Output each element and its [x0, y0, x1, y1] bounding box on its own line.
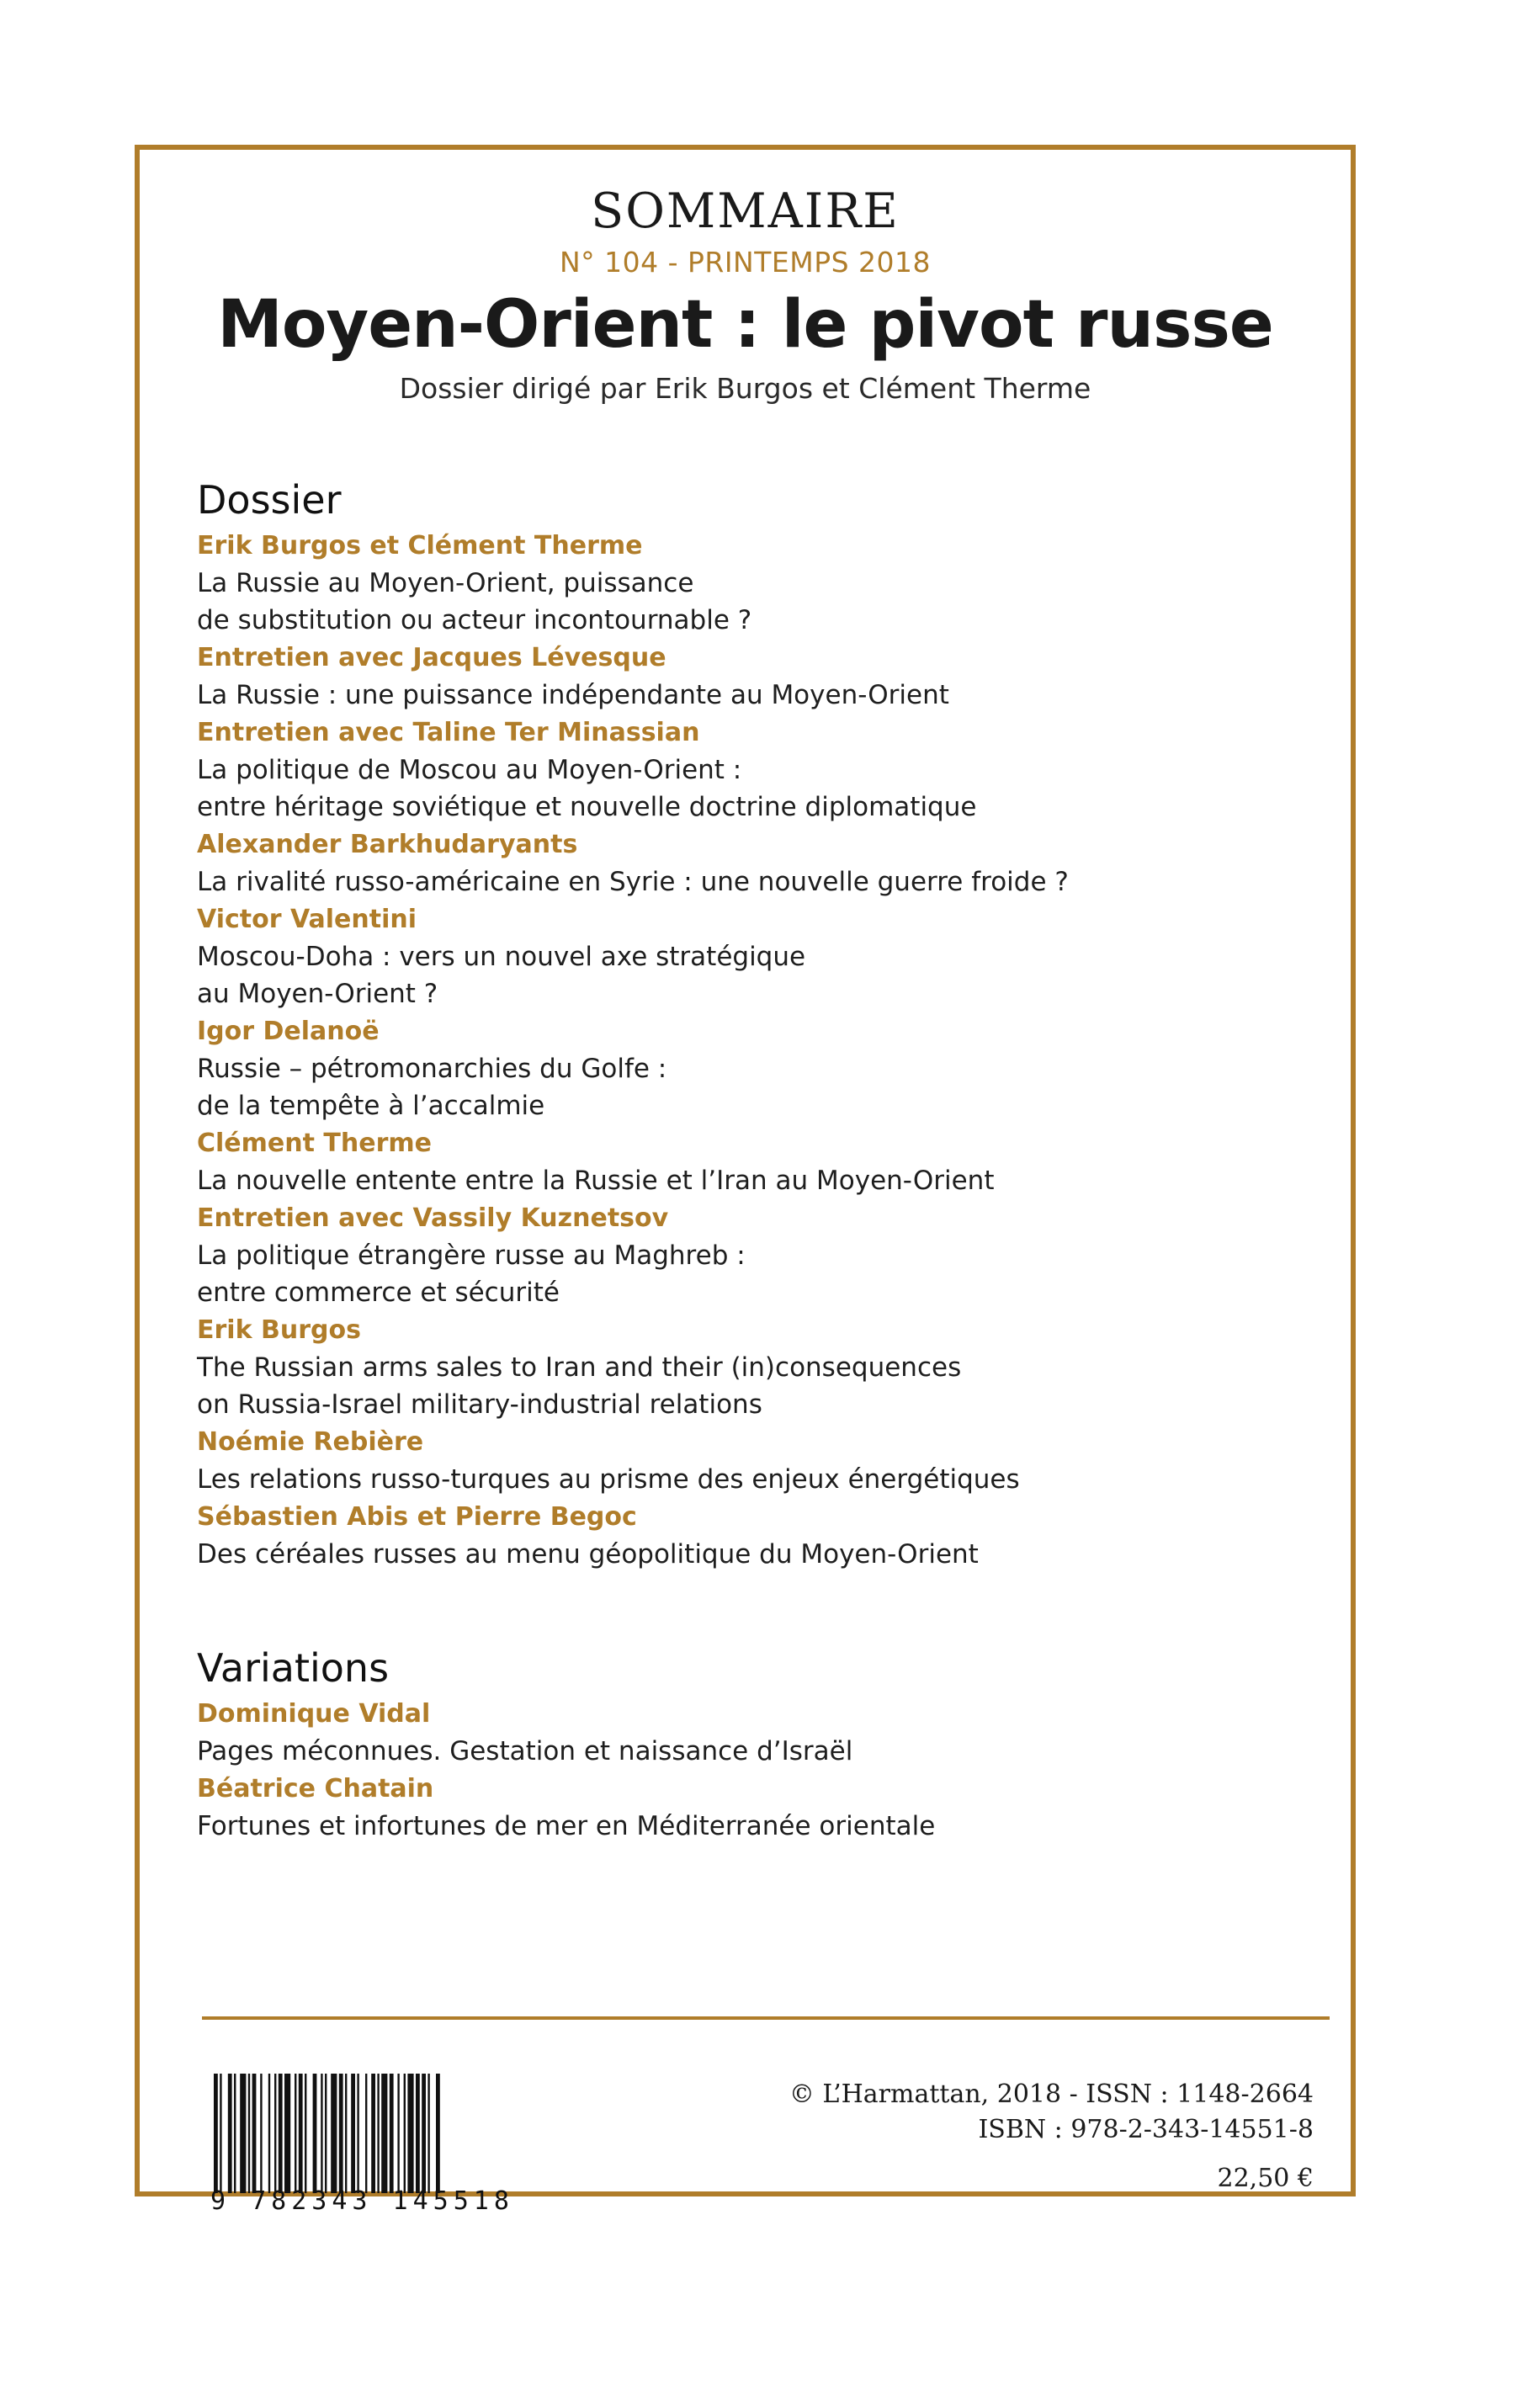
barcode-number: 9 782343 145518 — [210, 2186, 514, 2216]
toc-author: Dominique Vidal — [197, 1699, 431, 1729]
toc-entry — [197, 1695, 1308, 1770]
toc-entry — [197, 826, 1308, 900]
toc-entry — [197, 900, 1308, 1012]
isbn-line: ISBN : 978-2-343-14551-8 — [978, 2115, 1314, 2144]
dossier-heading: Dossier — [197, 477, 342, 523]
variations-heading: Variations — [197, 1645, 390, 1691]
toc-entry — [197, 1199, 1308, 1311]
footer-divider — [202, 2016, 1330, 2020]
toc-entry — [197, 1498, 1308, 1573]
toc-author: Sébastien Abis et Pierre Begoc — [197, 1502, 637, 1532]
toc-title: La rivalité russo-américaine en Syrie : une nouvelle guerre froide ? — [197, 867, 1069, 897]
toc-title: Des céréales russes au menu géopolitique du Moyen-Orient — [197, 1539, 979, 1570]
toc-author: Béatrice Chatain — [197, 1774, 434, 1803]
issue-label: N° 104 - PRINTEMPS 2018 — [559, 246, 932, 279]
toc-entry — [197, 1770, 1308, 1845]
toc-title: La politique de Moscou au Moyen-Orient : entre héritage soviétique et nouvelle doctrine diplomatique — [197, 755, 977, 822]
toc-title: La nouvelle entente entre la Russie et l’Iran au Moyen-Orient — [197, 1166, 995, 1196]
toc-title: Fortunes et infortunes de mer en Méditerranée orientale — [197, 1811, 936, 1841]
toc-author: Entretien avec Jacques Lévesque — [197, 643, 666, 672]
toc-author: Victor Valentini — [197, 905, 417, 934]
cover-frame — [135, 145, 1356, 2216]
toc-title: Pages méconnues. Gestation et naissance d’Israël — [197, 1736, 853, 1766]
price-label: 22,50 € — [1217, 2164, 1314, 2193]
toc-title: Russie – pétromonarchies du Golfe : de la tempête à l’accalmie — [197, 1054, 667, 1121]
toc-title: The Russian arms sales to Iran and their (in)consequences on Russia-Israel military-industrial relations — [197, 1352, 962, 1420]
toc-author: Erik Burgos et Clément Therme — [197, 531, 643, 560]
toc-entry — [197, 527, 1308, 639]
toc-entry — [197, 639, 1308, 714]
toc-title: Les relations russo-turques au prisme des enjeux énergétiques — [197, 1464, 1020, 1495]
toc-title: La Russie au Moyen-Orient, puissance de substitution ou acteur incontournable ? — [197, 568, 752, 635]
toc-author: Igor Delanoë — [197, 1017, 380, 1046]
toc-author: Clément Therme — [197, 1129, 432, 1158]
toc-author: Alexander Barkhudaryants — [197, 830, 578, 859]
toc-entry — [197, 1311, 1308, 1423]
toc-title: Moscou-Doha : vers un nouvel axe stratégique au Moyen-Orient ? — [197, 942, 806, 1009]
toc-author: Erik Burgos — [197, 1315, 361, 1345]
barcode-image — [210, 2074, 597, 2193]
publisher-info — [789, 2077, 1314, 2196]
toc-entry — [197, 1012, 1308, 1124]
copyright-line: © L’Harmattan, 2018 - ISSN : 1148-2664 — [789, 2080, 1314, 2109]
toc-title: La Russie : une puissance indépendante au Moyen-Orient — [197, 680, 949, 710]
dossier-list — [197, 527, 1308, 1573]
toc-author: Entretien avec Vassily Kuznetsov — [197, 1203, 669, 1233]
toc-author: Entretien avec Taline Ter Minassian — [197, 718, 700, 747]
toc-entry — [197, 1124, 1308, 1199]
page-title: SOMMAIRE — [591, 183, 900, 239]
issue-subtitle: Dossier dirigé par Erik Burgos et Clément Therme — [399, 372, 1091, 405]
toc-title: La politique étrangère russe au Maghreb : entre commerce et sécurité — [197, 1240, 746, 1308]
variations-list — [197, 1695, 1308, 1845]
toc-entry — [197, 714, 1308, 826]
header — [140, 182, 1351, 407]
toc-author: Noémie Rebière — [197, 1427, 424, 1457]
toc-entry — [197, 1423, 1308, 1498]
issue-headline: Moyen-Orient : le pivot russe — [217, 287, 1273, 363]
